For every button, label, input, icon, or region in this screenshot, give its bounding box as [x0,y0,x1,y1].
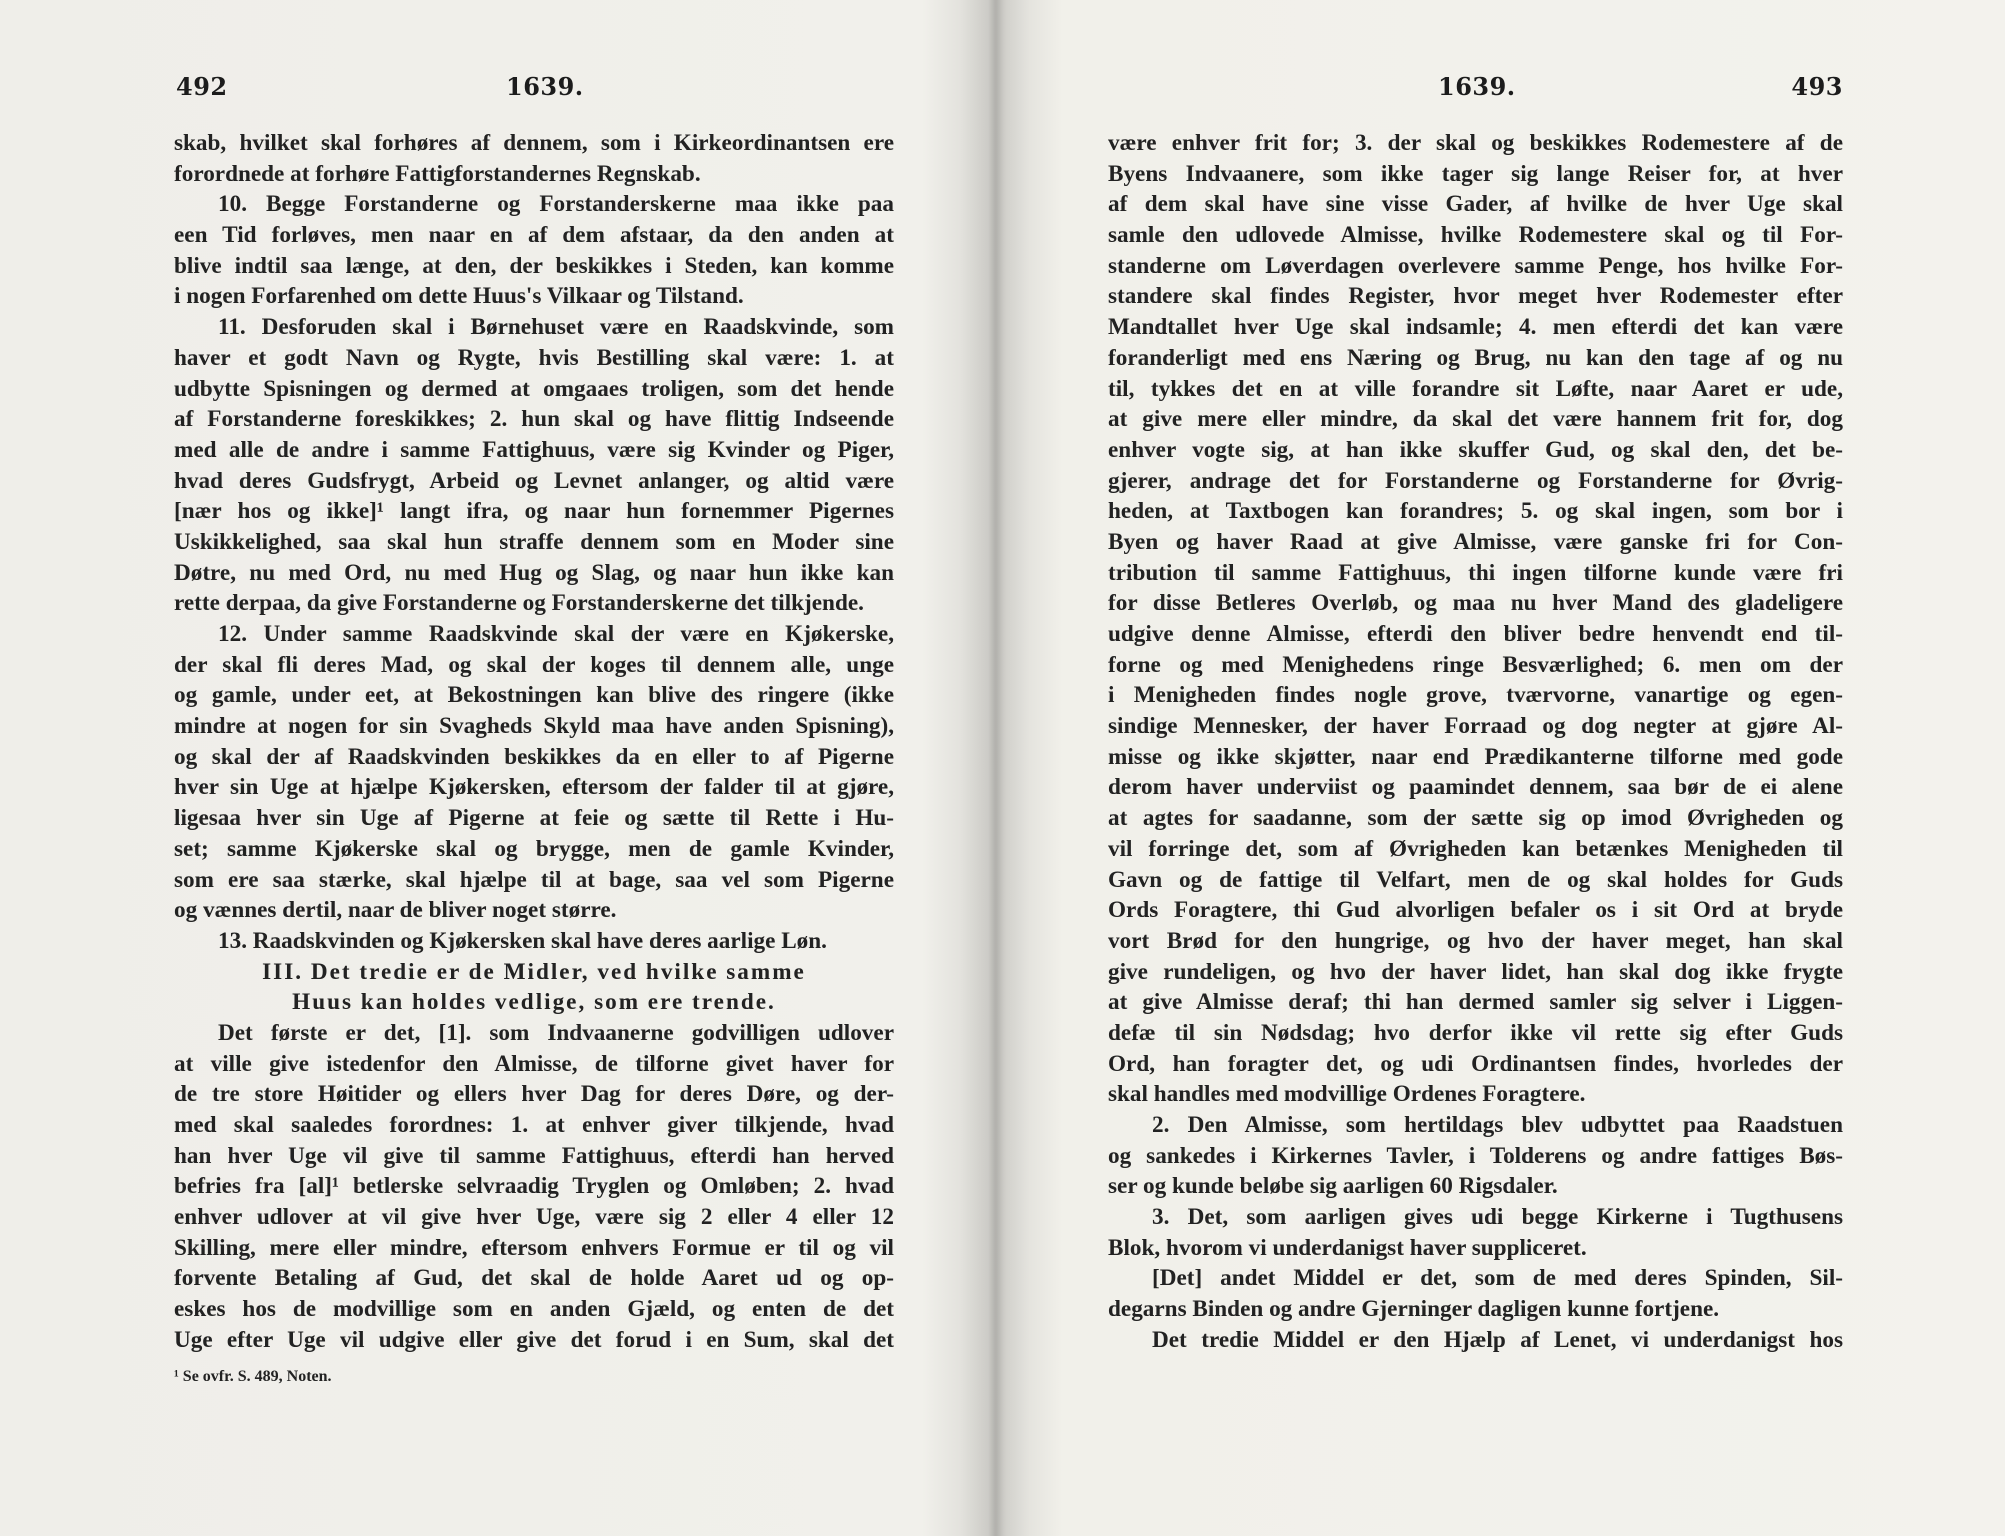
text-line: og gamle, under eet, at Bekostningen kan blive des ringere (ikke [174,682,894,709]
text-line: 2. Den Almisse, som hertildags blev udbyttet paa Raadstuen [1152,1112,1843,1138]
text-line: af Forstanderne foreskikkes; 2. hun skal og have flittig Indseende [174,406,894,433]
text-line: Det første er det, [1]. som Indvaanerne godvilligen udlover [218,1019,894,1046]
text-line: at ville give istedenfor den Almisse, de tilforne givet haver for [174,1050,894,1077]
right-page-number: 493 [1791,72,1843,101]
text-line: skal handles med modvillige Ordenes Foragtere. [1108,1081,1586,1108]
text-line: haver et godt Navn og Rygte, hvis Bestilling skal være: 1. at [174,344,894,371]
text-line: hvad deres Gudsfrygt, Arbeid og Levnet anlanger, og altid være [174,467,894,494]
text-line: enhver udlover at vil give hver Uge, være sig 2 eller 4 eller 12 [174,1204,894,1231]
text-line: at agtes for saadanne, som der sætte sig op imod Øvrigheden og [1108,805,1843,832]
text-line: defæ til sin Nødsdag; hvo derfor ikke vil rette sig efter Guds [1108,1019,1843,1046]
right-page-year: 1639. [1438,72,1516,101]
text-line: at give mere eller mindre, da skal det være hannem frit for, dog [1108,406,1843,433]
text-line: 3. Det, som aarligen gives udi begge Kirkerne i Tugthusens [1152,1204,1843,1231]
text-line: Det tredie Middel er den Hjælp af Lenet, vi underdanigst hos [1152,1326,1843,1353]
text-line: degarns Binden og andre Gjerninger dagligen kunne fortjene. [1108,1296,1720,1323]
text-line: gjerer, andrage det for Forstanderne og Forstanderne for Øvrig- [1108,467,1843,494]
text-line: Byens Indvaanere, som ikke tager sig lange Reiser for, at hver [1108,160,1843,187]
text-line: forne og med Menighedens ringe Besværlighed; 6. men om der [1108,651,1843,678]
text-line: forvente Betaling af Gud, det skal de holde Aaret ud og op- [174,1265,894,1292]
text-line: 12. Under samme Raadskvinde skal der være en Kjøkerske, [218,621,894,647]
text-line: udgive denne Almisse, efterdi den bliver bedre henvendt end til- [1108,621,1843,647]
text-line: give rundeligen, og hvo der haver lidet, han skal dog ikke frygte [1108,958,1843,985]
text-line: være enhver frit for; 3. der skal og beskikkes Rodemestere af de [1108,130,1843,156]
text-line: [nær hos og ikke]¹ langt ifra, og naar hun fornemmer Pigernes [174,498,894,525]
text-line: misse og ikke skjøtter, naar end Prædikanterne tilforne med gode [1108,743,1843,770]
text-line: set; samme Kjøkerske skal og brygge, men de gamle Kvinder, [174,835,894,862]
text-line: Skilling, mere eller mindre, eftersom enhvers Formue er til og vil [174,1234,894,1261]
text-line: 11. Desforuden skal i Børnehuset være en Raadskvinde, som [218,314,894,341]
text-line: at give Almisse deraf; thi han dermed samler sig selver i Liggen- [1108,989,1843,1016]
text-line: Døtre, nu med Ord, nu med Hug og Slag, og naar hun ikke kan [174,559,894,586]
text-line: og skal der af Raadskvinden beskikkes da en eller to af Pigerne [174,743,894,770]
text-line: han hver Uge vil give til samme Fattighuus, efterdi han herved [174,1142,894,1169]
text-line: samle den udlovede Almisse, hvilke Rodemestere skal og til For- [1108,222,1843,249]
text-line: Uskikkelighed, saa skal hun straffe dennem som en Moder sine [174,528,894,555]
left-page-text [174,128,894,1356]
text-line: Blok, hvorom vi underdanigst haver suppliceret. [1108,1234,1587,1261]
left-page [0,0,992,1536]
text-line: blive indtil saa længe, at den, der beskikkes i Steden, kan komme [174,252,894,279]
text-line: i nogen Forfarenhed om dette Huus's Vilkaar og Tilstand. [174,283,744,310]
text-line: i Menigheden findes nogle grove, tværvorne, vanartige og egen- [1108,682,1843,709]
right-page-text [1108,128,1843,1356]
text-line: eskes hos de modvillige som en anden Gjæld, og enten de det [174,1296,894,1323]
text-line: med alle de andre i samme Fattighuus, være sig Kvinder og Piger, [174,436,894,463]
text-line: Byen og haver Raad at give Almisse, være ganske fri for Con- [1108,528,1843,555]
text-line: Huus kan holdes vedlige, som ere trende. [292,989,776,1016]
text-line: til, tykkes det en at ville forandre sit Løfte, naar Aaret er ude, [1108,375,1843,402]
text-line: rette derpaa, da give Forstanderne og Forstanderskerne det tilkjende. [174,590,864,617]
text-line: foranderligt med ens Næring og Brug, nu kan den tage af og nu [1108,344,1843,371]
text-line: Mandtallet hver Uge skal indsamle; 4. men efterdi det kan være [1108,314,1843,341]
left-page-year: 1639. [506,72,584,101]
text-line: for disse Betleres Overløb, og maa nu hver Mand des gladeligere [1108,590,1843,617]
text-line: [Det] andet Middel er det, som de med deres Spinden, Sil- [1152,1265,1843,1292]
text-line: udbytte Spisningen og dermed at omgaaes troligen, som det hende [174,375,894,402]
text-line: een Tid forløves, men naar en af dem afstaar, da den anden at [174,222,894,249]
text-line: enhver vogte sig, at han ikke skuffer Gud, og skal den, det be- [1108,436,1843,463]
text-line: som ere saa stærke, skal hjælpe til at bage, saa vel som Pigerne [174,866,894,893]
text-line: befries fra [al]¹ betlerske selvraadig Tryglen og Omløben; 2. hvad [174,1173,894,1200]
text-line: med skal saaledes forordnes: 1. at enhver giver tilkjende, hvad [174,1112,894,1138]
text-line: III. Det tredie er de Midler, ved hvilke samme [262,958,806,985]
left-page-footnote: ¹ Se ovfr. S. 489, Noten. [174,1368,332,1385]
text-line: og vænnes dertil, naar de bliver noget større. [174,897,617,924]
text-line: 13. Raadskvinden og Kjøkersken skal have deres aarlige Løn. [218,927,827,954]
text-line: vil forringe det, som af Øvrigheden kan betænkes Menigheden til [1108,835,1843,862]
text-line: ser og kunde beløbe sig aarligen 60 Rigsdaler. [1108,1173,1558,1200]
text-line: Ords Foragtere, thi Gud alvorligen befaler os i sit Ord at bryde [1108,897,1843,924]
text-line: der skal fli deres Mad, og skal der koges til dennem alle, unge [174,651,894,678]
left-page-number: 492 [176,72,228,101]
text-line: Gavn og de fattige til Velfart, men de og skal holdes for Guds [1108,866,1843,893]
text-line: de tre store Høitider og ellers hver Dag for deres Døre, og der- [174,1081,894,1108]
text-line: skab, hvilket skal forhøres af dennem, som i Kirkeordinantsen ere [174,130,894,156]
text-line: hver sin Uge at hjælpe Kjøkersken, eftersom der falder til at gjøre, [174,774,894,801]
text-line: 10. Begge Forstanderne og Forstanderskerne maa ikke paa [218,191,894,218]
right-page [1000,0,2005,1536]
text-line: tribution til samme Fattighuus, thi ingen tilforne kunde være fri [1108,559,1843,586]
text-line: ligesaa hver sin Uge af Pigerne at feie og sætte til Rette i Hu- [174,805,894,832]
text-line: heden, at Taxtbogen kan forandres; 5. og skal ingen, som bor i [1108,498,1843,525]
text-line: vort Brød for den hungrige, og hvo der haver meget, han skal [1108,927,1843,954]
text-line: Ord, han foragter det, og udi Ordinantsen findes, hvorledes der [1108,1050,1843,1077]
text-line: af dem skal have sine visse Gader, af hvilke de hver Uge skal [1108,191,1843,218]
text-line: sindige Mennesker, der haver Forraad og dog negter at gjøre Al- [1108,713,1843,740]
text-line: mindre at nogen for sin Svagheds Skyld maa have anden Spisning), [174,713,894,740]
text-line: standere skal findes Register, hvor meget hver Rodemester efter [1108,283,1843,310]
text-line: forordnede at forhøre Fattigforstandernes Regnskab. [174,160,701,187]
text-line: derom haver underviist og paamindet dennem, saa bør de ei alene [1108,774,1843,801]
text-line: standerne om Løverdagen overlevere samme Penge, hos hvilke For- [1108,252,1843,279]
text-line: og sankedes i Kirkernes Tavler, i Tolderens og andre fattiges Bøs- [1108,1142,1843,1169]
text-line: Uge efter Uge vil udgive eller give det forud i en Sum, skal det [174,1326,894,1353]
